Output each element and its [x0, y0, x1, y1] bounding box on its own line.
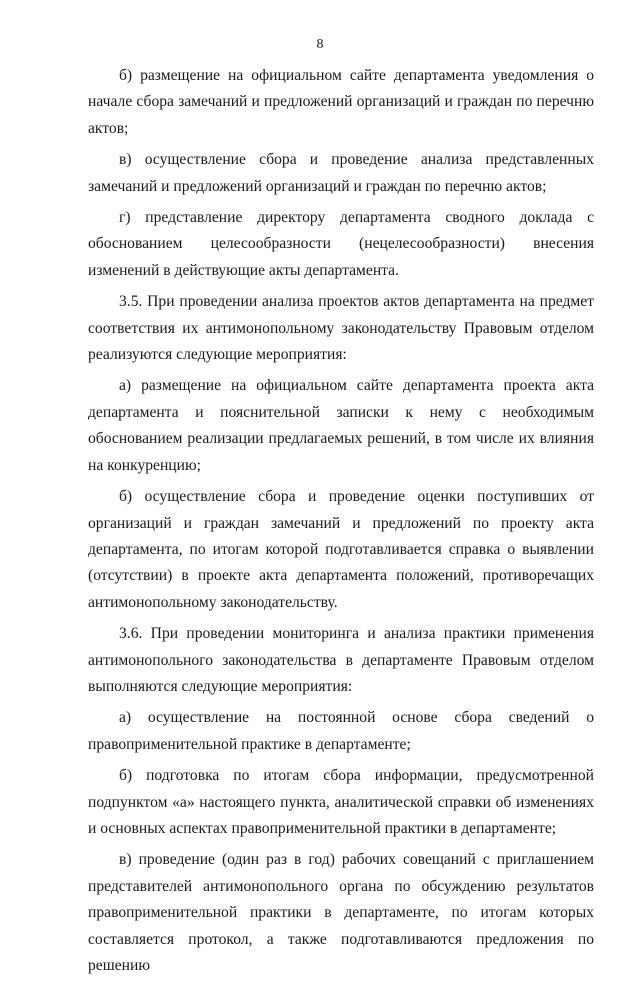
paragraph-3-6-item-v: в) проведение (один раз в год) рабочих совещаний с приглашением представителей антимонопольного органа по обсуждению результатов правоприменительной практики в департаменте, по итогам которых составляется протокол, а также подготавливаются предложения по решению: [88, 851, 594, 974]
paragraph-3-5-item-a: а) размещение на официальном сайте департамента проекта акта департамента и пояснительной записки к нему с необходимым обоснованием реализации предлагаемых решений, в том числе их влияния на конкуренцию;: [88, 377, 594, 474]
paragraph-3-5-item-b: б) осуществление сбора и проведение оценки поступивших от организаций и граждан замечаний и предложений по проекту акта департамента, по итогам которой подготавливается справка о выявлении (отсутствии) в проекте акта департамента положений, противоречащих антимонопольному законодательству.: [88, 488, 594, 611]
paragraph-item-b-publication-notice: б) размещение на официальном сайте департамента уведомления о начале сбора замечаний и предложений организаций и граждан по перечню актов;: [88, 67, 594, 137]
paragraph-3-6-item-b: б) подготовка по итогам сбора информации, предусмотренной подпунктом «а» настоящего пункта, аналитической справки об изменениях и основных аспектах правоприменительной практики в департаменте;: [88, 767, 594, 837]
paragraph-3-6-item-a: а) осуществление на постоянной основе сбора сведений о правоприменительной практике в департаменте;: [88, 709, 594, 753]
page-number: 8: [316, 37, 324, 52]
paragraph-item-v-collect-analyze: в) осуществление сбора и проведение анализа представленных замечаний и предложений организаций и граждан по перечню актов;: [88, 151, 594, 195]
paragraph-section-3-6: 3.6. При проведении мониторинга и анализа практики применения антимонопольного законодательства в департаменте Правовым отделом выполняются следующие мероприятия:: [88, 625, 594, 695]
paragraph-section-3-5: 3.5. При проведении анализа проектов актов департамента на предмет соответствия их антимонопольному законодательству Правовым отделом реализуются следующие мероприятия:: [88, 293, 594, 364]
paragraph-item-g-report-to-director: г) представление директору департамента сводного доклада с обоснованием целесообразности (нецелесообразности) внесения изменений в действующие акты департамента.: [88, 209, 594, 279]
document-body: [88, 63, 594, 984]
